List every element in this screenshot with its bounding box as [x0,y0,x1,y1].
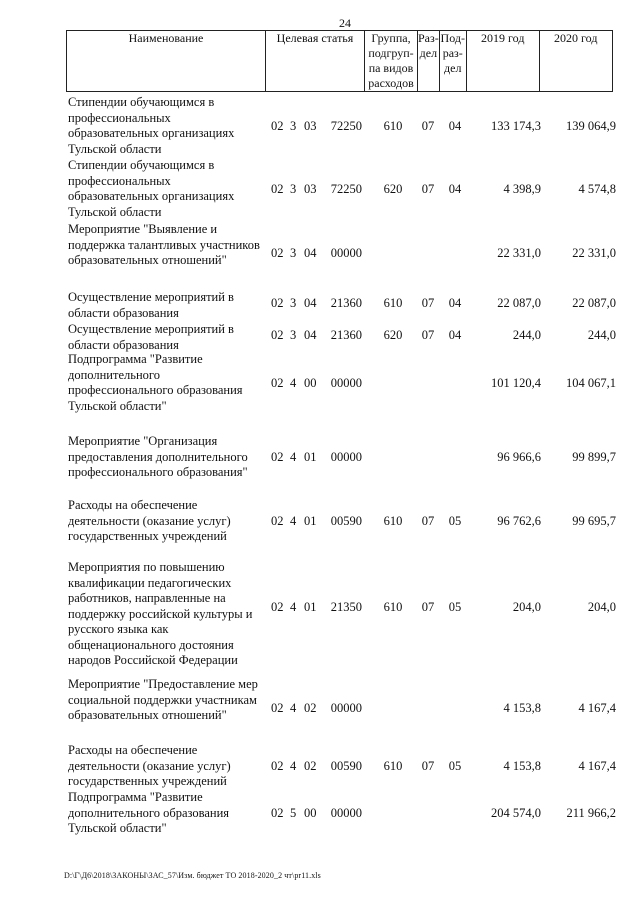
section: 07 [421,328,435,342]
amount-2020: 4 574,8 [578,182,616,196]
subsection: 04 [448,328,462,342]
page-number: 24 [339,16,351,30]
code-main-activity: 02 [304,701,317,715]
expense-group: 610 [383,296,403,310]
code-direction: 00000 [330,376,362,390]
subsection: 04 [448,296,462,310]
amount-2019: 4 153,8 [503,759,541,773]
code-subprogram: 4 [290,376,297,390]
row-name: Подпрограмма "Развитие дополнительного образования Тульской области" [68,790,230,835]
header-razdel-text: Раз-дел [418,31,439,60]
section: 07 [421,514,435,528]
code-subprogram: 3 [290,182,297,196]
code-direction: 00000 [330,701,362,715]
code-main-activity: 03 [304,182,317,196]
amount-2019: 4 398,9 [503,182,541,196]
amount-2020: 204,0 [587,600,616,614]
amount-2020: 4 167,4 [578,759,616,773]
row-name: Расходы на обеспечение деятельности (оказание услуг) государственных учреждений [68,743,231,788]
code-program: 02 [271,328,284,342]
code-main-activity: 00 [304,376,317,390]
code-program: 02 [271,450,284,464]
amount-2019: 204,0 [512,600,541,614]
amount-2020: 22 331,0 [572,246,616,260]
code-direction: 00590 [330,759,362,773]
header-2020: 2020 год [539,31,612,92]
code-main-activity: 04 [304,328,317,342]
code-subprogram: 3 [290,328,297,342]
row-name: Стипендии обучающимся в профессиональных образовательных организациях Тульской области [68,95,235,156]
header-2019: 2019 год [466,31,539,92]
amount-2019: 4 153,8 [503,701,541,715]
code-main-activity: 04 [304,296,317,310]
amount-2019: 133 174,3 [491,119,541,133]
code-program: 02 [271,119,284,133]
row-name: Осуществление мероприятий в области образования [68,290,234,320]
code-program: 02 [271,806,284,820]
code-main-activity: 00 [304,806,317,820]
code-program: 02 [271,701,284,715]
code-program: 02 [271,376,284,390]
code-program: 02 [271,246,284,260]
code-main-activity: 04 [304,246,317,260]
row-name: Расходы на обеспечение деятельности (оказание услуг) государственных учреждений [68,498,231,543]
file-path-footer: D:\Г\Д6\2018\ЗАКОНЫ\ЗАС_57\Изм. бюджет ТО 2018-2020_2 чт\pr11.xls [64,871,321,880]
row-name: Осуществление мероприятий в области образования [68,322,234,352]
code-subprogram: 5 [290,806,297,820]
code-direction: 00000 [330,246,362,260]
row-name: Стипендии обучающимся в профессиональных образовательных организациях Тульской области [68,158,235,219]
amount-2020: 244,0 [587,328,616,342]
code-direction: 72250 [330,182,362,196]
header-name: Наименование [67,31,266,92]
code-main-activity: 01 [304,600,317,614]
code-program: 02 [271,759,284,773]
code-direction: 21350 [330,600,362,614]
amount-2019: 101 120,4 [491,376,541,390]
code-subprogram: 4 [290,759,297,773]
expense-group: 610 [383,759,403,773]
code-direction: 21360 [330,328,362,342]
section: 07 [421,759,435,773]
amount-2019: 22 087,0 [497,296,541,310]
row-name: Мероприятие "Организация предоставления дополнительного профессионального образования" [68,434,248,479]
amount-2020: 211 966,2 [566,806,616,820]
header-podrazdel-text: Под-раз-дел [440,31,465,75]
amount-2020: 99 899,7 [572,450,616,464]
row-name: Мероприятие "Предоставление мер социальной поддержки участникам образовательных отношений" [68,677,258,722]
expense-group: 610 [383,119,403,133]
section: 07 [421,182,435,196]
amount-2019: 204 574,0 [491,806,541,820]
expense-group: 620 [383,328,403,342]
code-program: 02 [271,182,284,196]
code-subprogram: 3 [290,246,297,260]
section: 07 [421,600,435,614]
subsection: 04 [448,119,462,133]
header-target: Целевая статья [266,31,365,92]
code-subprogram: 3 [290,296,297,310]
code-direction: 72250 [330,119,362,133]
amount-2020: 99 695,7 [572,514,616,528]
code-direction: 21360 [330,296,362,310]
code-program: 02 [271,600,284,614]
subsection: 05 [448,600,462,614]
section: 07 [421,296,435,310]
code-subprogram: 3 [290,119,297,133]
row-name: Подпрограмма "Развитие дополнительного профессионального образования Тульской области" [68,352,243,413]
code-direction: 00000 [330,806,362,820]
code-subprogram: 4 [290,514,297,528]
code-main-activity: 01 [304,450,317,464]
row-name: Мероприятия по повышению квалификации педагогических работников, направленные на поддержку российской культуры и русского языка как общенационального достояния народов Российской Федерации [68,560,253,667]
code-main-activity: 02 [304,759,317,773]
code-subprogram: 4 [290,450,297,464]
expense-group: 610 [383,514,403,528]
code-program: 02 [271,514,284,528]
expense-group: 610 [383,600,403,614]
code-subprogram: 4 [290,701,297,715]
amount-2019: 22 331,0 [497,246,541,260]
code-direction: 00590 [330,514,362,528]
amount-2020: 4 167,4 [578,701,616,715]
code-subprogram: 4 [290,600,297,614]
amount-2020: 139 064,9 [566,119,616,133]
code-main-activity: 01 [304,514,317,528]
expense-group: 620 [383,182,403,196]
subsection: 04 [448,182,462,196]
section: 07 [421,119,435,133]
code-main-activity: 03 [304,119,317,133]
amount-2019: 96 762,6 [497,514,541,528]
header-group-text: Группа, подгруп-па видов расходов [368,31,414,90]
subsection: 05 [448,759,462,773]
subsection: 05 [448,514,462,528]
amount-2019: 244,0 [512,328,541,342]
amount-2019: 96 966,6 [497,450,541,464]
row-name: Мероприятие "Выявление и поддержка талантливых участников образовательных отношений" [68,222,260,267]
amount-2020: 104 067,1 [566,376,616,390]
code-direction: 00000 [330,450,362,464]
amount-2020: 22 087,0 [572,296,616,310]
code-program: 02 [271,296,284,310]
